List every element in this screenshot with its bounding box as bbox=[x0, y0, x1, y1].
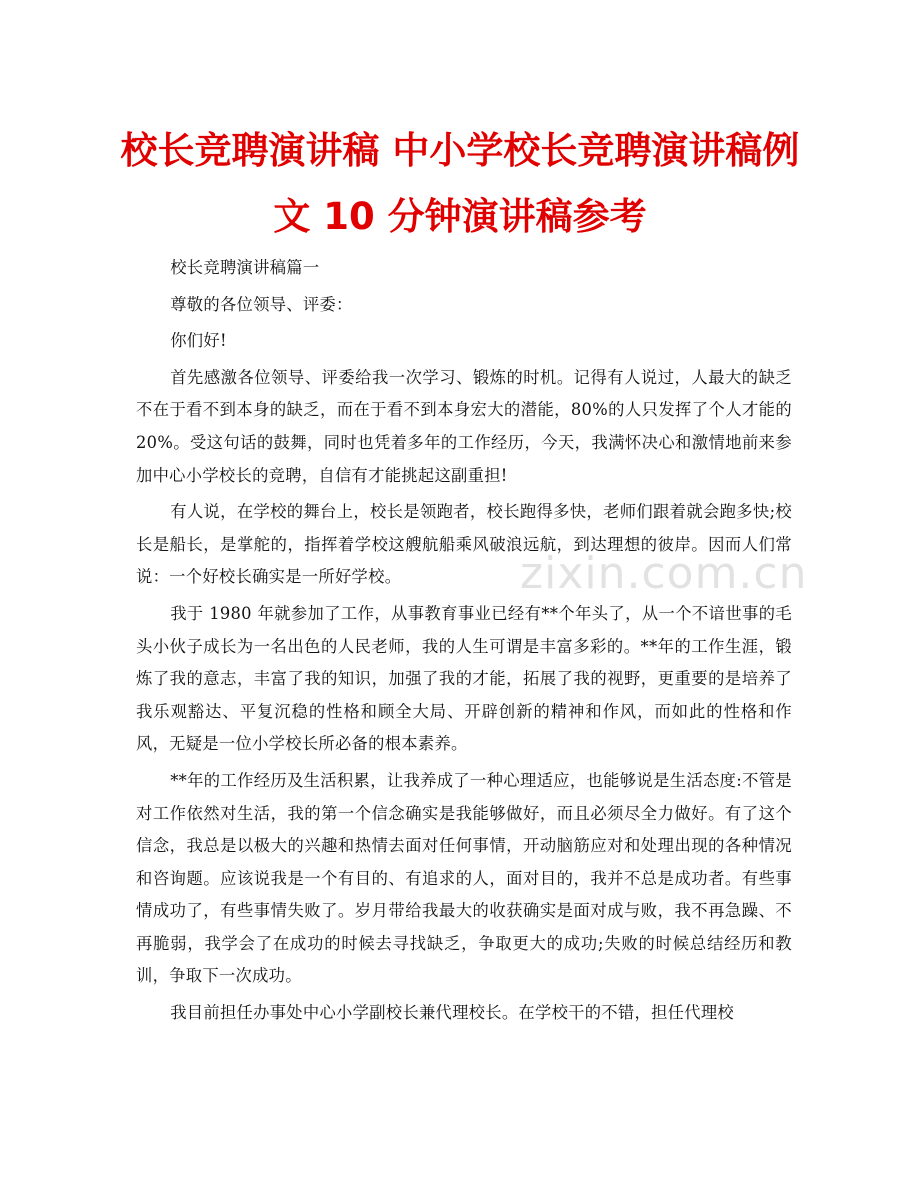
paragraph-salutation: 尊敬的各位领导、评委： bbox=[170, 294, 353, 314]
paragraph: 首先感激各位领导、评委给我一次学习、锻炼的时机。记得有人说过，人最大的缺乏不在于看不到本身的缺乏，而在于看不到本身宏大的潜能，80%的人只发挥了个人才能的 20%。受这句话的鼓舞，同时也凭着多年的工作经历，今天，我满怀决心和激情地前来参加中心小学校长的竞聘，自信有才能挑起这副重担! bbox=[136, 367, 792, 485]
watermark: zixin.com.cn bbox=[520, 548, 808, 599]
paragraph-greeting: 你们好! bbox=[170, 331, 227, 351]
document-title: 校长竞聘演讲稿 中小学校长竞聘演讲稿例文 10 分钟演讲稿参考 bbox=[120, 129, 800, 238]
paragraph: 有人说，在学校的舞台上，校长是领跑者，校长跑得多快，老师们跟着就会跑多快;校长是船长，是掌舵的，指挥着学校这艘航船乘风破浪远航，到达理想的彼岸。因而人们常说：一个好校长确实是一所好学校。 bbox=[136, 502, 792, 587]
paragraph: 我目前担任办事处中心小学副校长兼代理校长。在学校干的不错，担任代理校 bbox=[170, 1003, 734, 1023]
paragraph: 我于 1980 年就参加了工作，从事教育事业已经有**个年头了，从一个不谙世事的毛头小伙子成长为一名出色的人民老师，我的人生可谓是丰富多彩的。**年的工作生涯，锻炼了我的意志，丰富了我的知识，加强了我的才能，拓展了我的视野，更重要的是培养了我乐观豁达、平复沉稳的性格和顾全大局、开辟创新的精神和作风，而如此的性格和作风，无疑是一位小学校长所必备的根本素养。 bbox=[136, 603, 792, 754]
paragraph: **年的工作经历及生活积累，让我养成了一种心理适应，也能够说是生活态度:不管是对工作依然对生活，我的第一个信念确实是我能够做好，而且必须尽全力做好。有了这个信念，我总是以极大的兴趣和热情去面对任何事情，开动脑筋应对和处理出现的各种情况和咨询题。应该说我是一个有目的、有追求的人，面对目的，我并不总是成功者。有些事情成功了，有些事情失败了。岁月带给我最大的收获确实是面对成与败，我不再急躁、不再脆弱，我学会了在成功的时候去寻找缺乏，争取更大的成功;失败的时候总结经历和教训，争取下一次成功。 bbox=[136, 770, 792, 986]
paragraph-section-heading: 校长竞聘演讲稿篇一 bbox=[170, 258, 320, 277]
document-body bbox=[136, 252, 792, 1034]
